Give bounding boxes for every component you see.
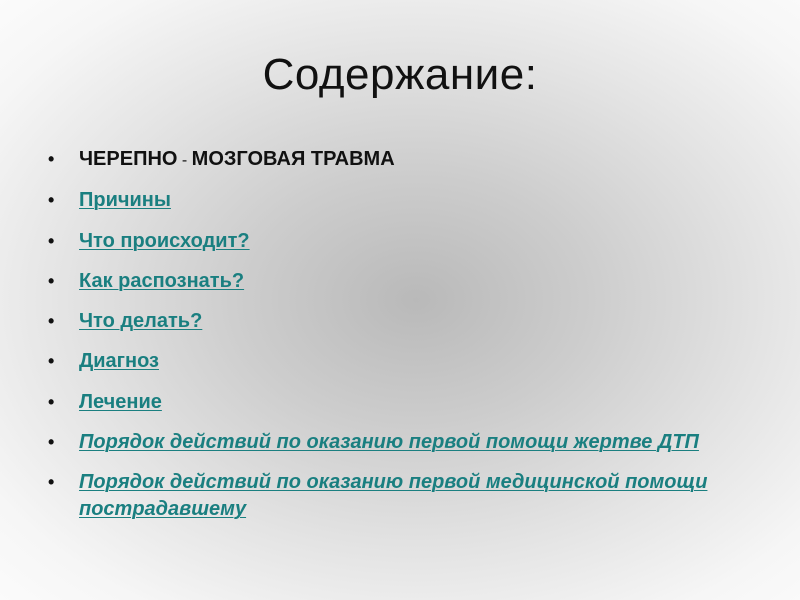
list-item	[48, 268, 748, 295]
bullet-icon: •	[48, 432, 55, 453]
heading-text-separator: -	[177, 152, 192, 169]
heading-text-part1: ЧЕРЕПНО	[79, 148, 178, 170]
bullet-icon: •	[48, 351, 55, 372]
list-item	[48, 348, 748, 375]
heading-text-part2: МОЗГОВАЯ ТРАВМА	[191, 148, 395, 170]
link-treatment[interactable]: Лечение	[79, 390, 162, 413]
slide-title: Содержание:	[262, 50, 538, 99]
bullet-icon: •	[48, 270, 55, 291]
list-item	[48, 187, 748, 214]
bullet-icon: •	[48, 472, 55, 493]
link-diagnosis[interactable]: Диагноз	[79, 350, 159, 373]
list-item	[48, 308, 748, 335]
bullet-icon: •	[48, 190, 55, 211]
link-first-aid-road-accident[interactable]: Порядок действий по оказанию первой помощи жертве ДТП	[79, 431, 699, 454]
bullet-icon: •	[48, 311, 55, 332]
link-how-to-recognize[interactable]: Как распознать?	[79, 269, 245, 292]
link-what-to-do[interactable]: Что делать?	[79, 310, 203, 333]
bullet-icon: •	[48, 230, 55, 251]
list-item	[48, 429, 748, 456]
list-item-heading	[48, 146, 748, 174]
link-what-happens[interactable]: Что происходит?	[79, 229, 250, 252]
bullet-icon: •	[48, 391, 55, 412]
list-item	[48, 469, 748, 523]
list-item	[48, 228, 748, 255]
link-causes[interactable]: Причины	[79, 189, 171, 212]
bullet-icon: •	[48, 149, 55, 169]
link-first-medical-aid-victim[interactable]: Порядок действий по оказанию первой медицинской помощи пострадавшему	[79, 471, 708, 521]
contents-list	[48, 146, 748, 537]
list-item	[48, 389, 748, 416]
